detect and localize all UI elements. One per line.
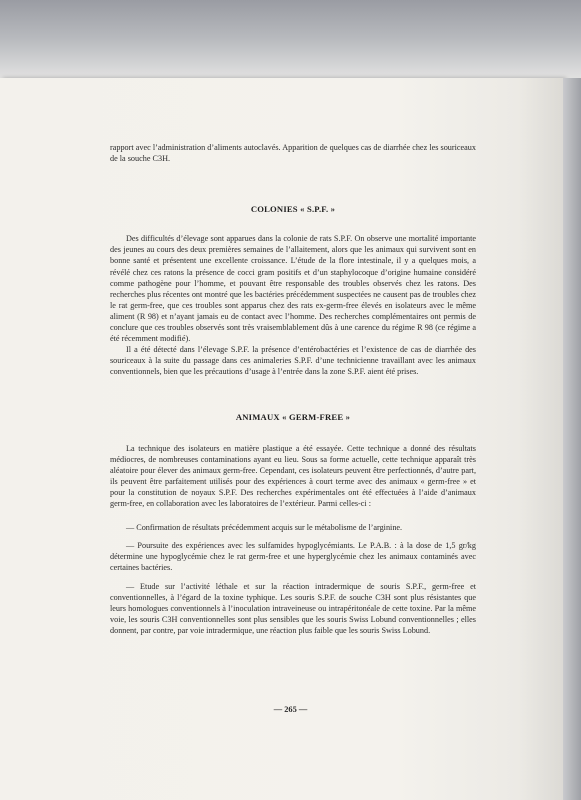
spf-paragraph-1: Des difficultés d’élevage sont apparues dans la colonie de rats S.P.F. On observe une mortalité importante des jeunes au cours des deux premières semaines de l’allaitement, alors que les animaux qui survivent sont en bonne santé et présentent une excellente croissance. L’étude de la flore intestinale, il y a quelques mois, a révélé chez ces ratons la présence de cocci gram positifs et d’un staphylocoque d’origine humaine considéré comme pathogène pour l’homme, et pouvant être responsable des troubles observés chez les ratons. Des recherches plus récentes ont montré que les bactéries précédemment suspectées ne causent pas de troubles chez le rat germ-free, que ces troubles sont apparus chez des rats ex-germ-free élevés en isolateurs avec le même aliment (R 98) et n’ayant jamais eu de contact avec l’homme. Des recherches complémentaires ont permis de conclure que ces troubles observés sont très vraisemblablement dûs à une carence du régime R 98 (ce régime a été récemment modifié). (110, 234, 476, 344)
page-edge-shadow (563, 78, 581, 800)
page-number: — 265 — (273, 705, 308, 714)
page-body (110, 142, 476, 636)
spf-paragraph-2: Il a été détecté dans l’élevage S.P.F. la présence d’entérobactéries et l’existence de cas de diarrhée des souriceaux à la suite du passage dans ces animaleries S.P.F. d’une technicienne travaillant avec les animaux conventionnels, bien que les précautions d’usage à l’entrée dans la zone S.P.F. aient été prises. (110, 345, 476, 377)
germ-free-intro-paragraph: La technique des isolateurs en matière plastique a été essayée. Cette technique a donné des résultats médiocres, de nombreuses contaminations ayant eu lieu. Sous sa forme actuelle, cette technique apparaît très aléatoire pour élever des animaux germ-free. Cependant, ces isolateurs peuvent être perfectionnés, d’autre part, ils peuvent être parfaitement utilisés pour des expériences à court terme avec des animaux « germ-free » et pour la constitution de noyaux S.P.F. Des recherches expérimentales ont été effectuées à l’aide d’animaux germ-free, en collaboration avec les laboratoires de l’extérieur. Parmi celles-ci : (110, 443, 476, 509)
section-heading-colonies-spf: COLONIES « S.P.F. » (250, 204, 336, 215)
germ-free-list-item-sulfamides: — Poursuite des expériences avec les sulfamides hypoglycémiants. Le P.A.B. : à la dose de 1,5 gr/kg détermine une hypoglycémie chez le rat germ-free et une hyperglycémie chez les animaux contaminés avec certaines bactéries. (110, 541, 476, 573)
germ-free-list-item-arginine: — Confirmation de résultats précédemment acquis sur le métabolisme de l’arginine. (126, 523, 403, 533)
opening-paragraph: rapport avec l’administration d’aliments autoclavés. Apparition de quelques cas de diarrhée chez les souriceaux de la souche C3H. (110, 143, 476, 164)
germ-free-list-item-toxine: — Etude sur l’activité léthale et sur la réaction intradermique de souris S.P.F., germ-free et conventionnelles, à l’égard de la toxine typhique. Les souris S.P.F. de souche C3H sont plus résistantes que leurs homologues conventionnels à l’inoculation intraveineuse ou intrapéritonéale de cette toxine. Par la même voie, les souris C3H conventionnelles sont plus sensibles que les souris Swiss Lobund conventionnelles ; elles donnent, par contre, par voie intradermique, une réaction plus faible que les souris Swiss Lobund. (110, 581, 476, 635)
section-heading-germ-free: ANIMAUX « GERM-FREE » (235, 411, 351, 422)
